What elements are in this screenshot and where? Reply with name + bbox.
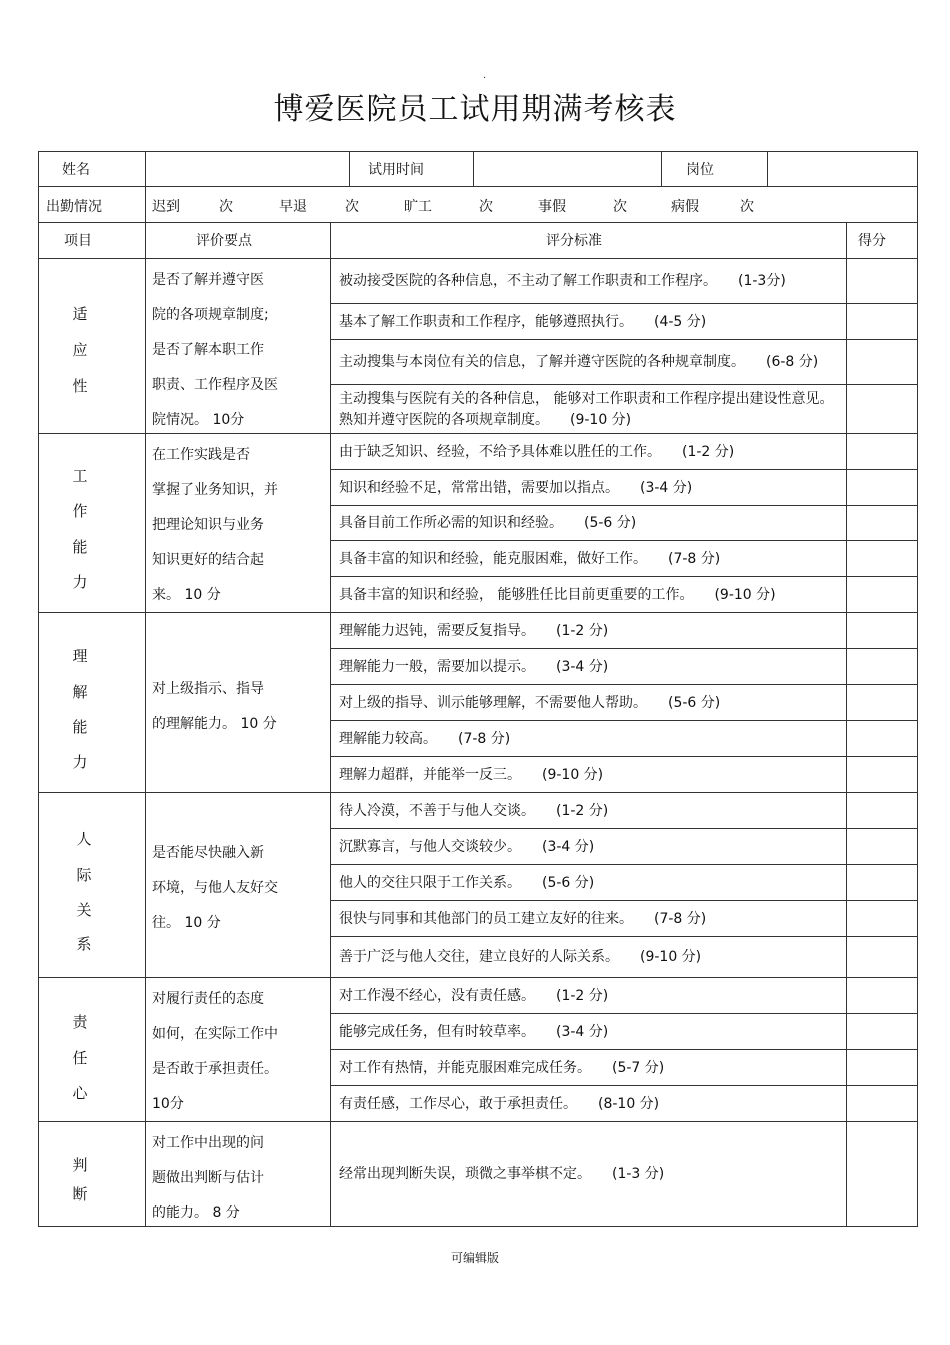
item-name-char: 判 [72,1156,88,1174]
column-header-item: 项目 [64,233,92,249]
criteria-text: 具备目前工作所必需的知识和经验。 (5-6 分) [339,515,637,531]
table-rule [330,828,918,829]
evaluation-points-line: 院情况。 10分 [152,412,245,428]
evaluation-points-line: 院的各项规章制度; [152,307,269,323]
item-name-char: 人 [76,830,92,848]
table-rule [330,540,918,541]
attendance-type: 事假 [538,199,566,215]
evaluation-points-line: 在工作实践是否 [152,447,250,463]
item-name-char: 断 [72,1185,88,1203]
criteria-text: 主动搜集与医院有关的各种信息， 能够对工作职责和工作程序提出建设性意见。熟知并遵守医院的各项规章制度。 (9-10 分) [339,390,834,428]
item-name-char: 任 [72,1049,88,1067]
item-name-char: 理 [72,647,88,665]
table-rule [38,151,918,152]
table-rule [38,186,918,187]
criteria-text: 理解能力较高。 (7-8 分) [339,730,511,747]
evaluation-points-line: 对工作中出现的问 [152,1135,264,1151]
evaluation-points-line: 如何，在实际工作中 [152,1026,278,1042]
item-name-char: 责 [72,1013,88,1031]
name-label: 姓名 [62,162,90,178]
criteria-text: 对上级的指导、训示能够理解，不需要他人帮助。 (5-6 分) [339,694,721,711]
criteria-text: 对工作有热情，并能克服困难完成任务。 (5-7 分) [339,1059,665,1076]
table-rule [330,1013,918,1014]
criteria-text: 被动接受医院的各种信息，不主动了解工作职责和工作程序。 (1-3分) [339,273,786,289]
table-rule [349,151,350,187]
table-rule [330,900,918,901]
table-rule [330,720,918,721]
evaluation-points-line: 知识更好的结合起 [152,552,264,568]
item-name-char: 心 [72,1084,88,1102]
criteria-text: 具备丰富的知识和经验， 能够胜任比目前更重要的工作。 (9-10 分) [339,586,776,603]
top-mark: . [483,70,487,81]
item-name-char: 解 [72,683,88,701]
table-rule [145,151,146,187]
criteria-text: 知识和经验不足，常常出错，需要加以指点。 (3-4 分) [339,479,693,496]
table-rule [145,222,146,1227]
criteria-text: 善于广泛与他人交往，建立良好的人际关系。 (9-10 分) [339,949,702,965]
evaluation-points-line: 环境，与他人友好交 [152,880,278,896]
table-rule [330,864,918,865]
table-rule [330,936,918,937]
evaluation-points-line: 职责、工作程序及医 [152,377,278,393]
evaluation-points [152,836,302,941]
table-rule [767,151,768,187]
table-rule [473,151,474,187]
evaluation-points-line: 是否敢于承担责任。 [152,1061,278,1077]
attendance-count-unit: 次 [219,199,233,215]
table-rule [330,222,331,1227]
page-footer: 可编辑版 [450,1251,499,1265]
table-rule [846,222,847,1227]
table-rule [330,384,918,385]
evaluation-points-line: 的理解能力。 10 分 [152,716,277,732]
item-name-char: 工 [72,467,88,485]
table-rule [330,576,918,577]
item-name-char: 际 [76,866,92,884]
attendance-type: 迟到 [152,199,180,215]
evaluation-points-line: 把理论知识与业务 [152,517,264,533]
table-rule [38,151,39,1227]
item-name-char: 能 [72,718,88,736]
criteria-text: 基本了解工作职责和工作程序，能够遵照执行。 (4-5 分) [339,313,707,330]
attendance-count-unit: 次 [345,199,359,215]
table-rule [330,756,918,757]
attendance-count-unit: 次 [613,199,627,215]
evaluation-points [152,438,302,613]
table-rule [330,303,918,304]
item-name-char: 性 [72,377,88,395]
item-name-char: 应 [72,341,88,359]
criteria-text: 待人冷漠，不善于与他人交谈。 (1-2 分) [339,802,609,819]
table-rule [38,222,918,223]
item-name-char: 力 [72,573,88,591]
table-rule [330,1049,918,1050]
evaluation-points-line: 是否了解本职工作 [152,342,264,358]
criteria-text: 能够完成任务，但有时较草率。 (3-4 分) [339,1023,609,1040]
table-rule [330,505,918,506]
criteria-text: 理解力超群，并能举一反三。 (9-10 分) [339,766,604,783]
item-name-char: 力 [72,753,88,771]
criteria-text: 理解能力迟钝，需要反复指导。 (1-2 分) [339,622,609,639]
trial-period-label: 试用时间 [368,162,424,178]
evaluation-points-line: 对上级指示、指导 [152,681,264,697]
criteria-text: 沉默寡言，与他人交谈较少。 (3-4 分) [339,838,595,855]
table-rule [38,977,918,978]
evaluation-points [152,672,302,742]
evaluation-points-line: 题做出判断与估计 [152,1170,264,1186]
attendance-label: 出勤情况 [46,199,102,215]
table-rule [661,151,662,187]
evaluation-points-line: 10分 [152,1096,184,1112]
attendance-type: 旷工 [404,199,432,215]
criteria-text: 理解能力一般，需要加以提示。 (3-4 分) [339,658,609,675]
evaluation-points-line: 来。 10 分 [152,587,221,603]
criteria-text: 对工作漫不经心，没有责任感。 (1-2 分) [339,987,609,1004]
table-rule [330,648,918,649]
attendance-count-unit: 次 [740,199,754,215]
table-rule [917,151,918,1227]
evaluation-points-line: 掌握了业务知识，并 [152,482,278,498]
item-name-char: 系 [76,935,92,953]
evaluation-points [152,263,302,438]
item-name-char: 作 [72,502,88,520]
evaluation-points-line: 是否能尽快融入新 [152,845,264,861]
column-header-criteria: 评分标准 [546,233,602,249]
attendance-count-unit: 次 [479,199,493,215]
column-header-points: 评价要点 [196,233,252,249]
item-name-char: 关 [76,901,92,919]
evaluation-points-line: 对履行责任的态度 [152,991,264,1007]
table-rule [330,684,918,685]
position-label: 岗位 [686,162,714,178]
page-title: 博爱医院员工试用期满考核表 [273,92,677,127]
criteria-text: 有责任感，工作尽心，敢于承担责任。 (8-10 分) [339,1095,660,1112]
column-header-score: 得分 [858,233,886,249]
table-rule [330,469,918,470]
table-rule [145,186,146,223]
criteria-text: 由于缺乏知识、经验，不给予具体难以胜任的工作。 (1-2 分) [339,443,735,460]
table-rule [330,1085,918,1086]
criteria-text: 他人的交往只限于工作关系。 (5-6 分) [339,874,595,891]
criteria-text: 经常出现判断失误，琐微之事举棋不定。 (1-3 分) [339,1166,665,1182]
criteria-text: 具备丰富的知识和经验，能克服困难，做好工作。 (7-8 分) [339,550,721,567]
table-rule [38,258,918,259]
attendance-type: 早退 [279,199,307,215]
item-name-char: 适 [72,305,88,323]
table-rule [330,339,918,340]
evaluation-points [152,1126,302,1231]
criteria-text: 很快与同事和其他部门的员工建立友好的往来。 (7-8 分) [339,910,707,927]
evaluation-points-line: 往。 10 分 [152,915,221,931]
evaluation-points-line: 的能力。 8 分 [152,1205,240,1221]
table-rule [38,792,918,793]
attendance-type: 病假 [671,199,699,215]
evaluation-points-line: 是否了解并遵守医 [152,272,264,288]
criteria-text: 主动搜集与本岗位有关的信息，了解并遵守医院的各种规章制度。 (6-8 分) [339,354,819,370]
evaluation-points [152,982,302,1122]
item-name-char: 能 [72,538,88,556]
